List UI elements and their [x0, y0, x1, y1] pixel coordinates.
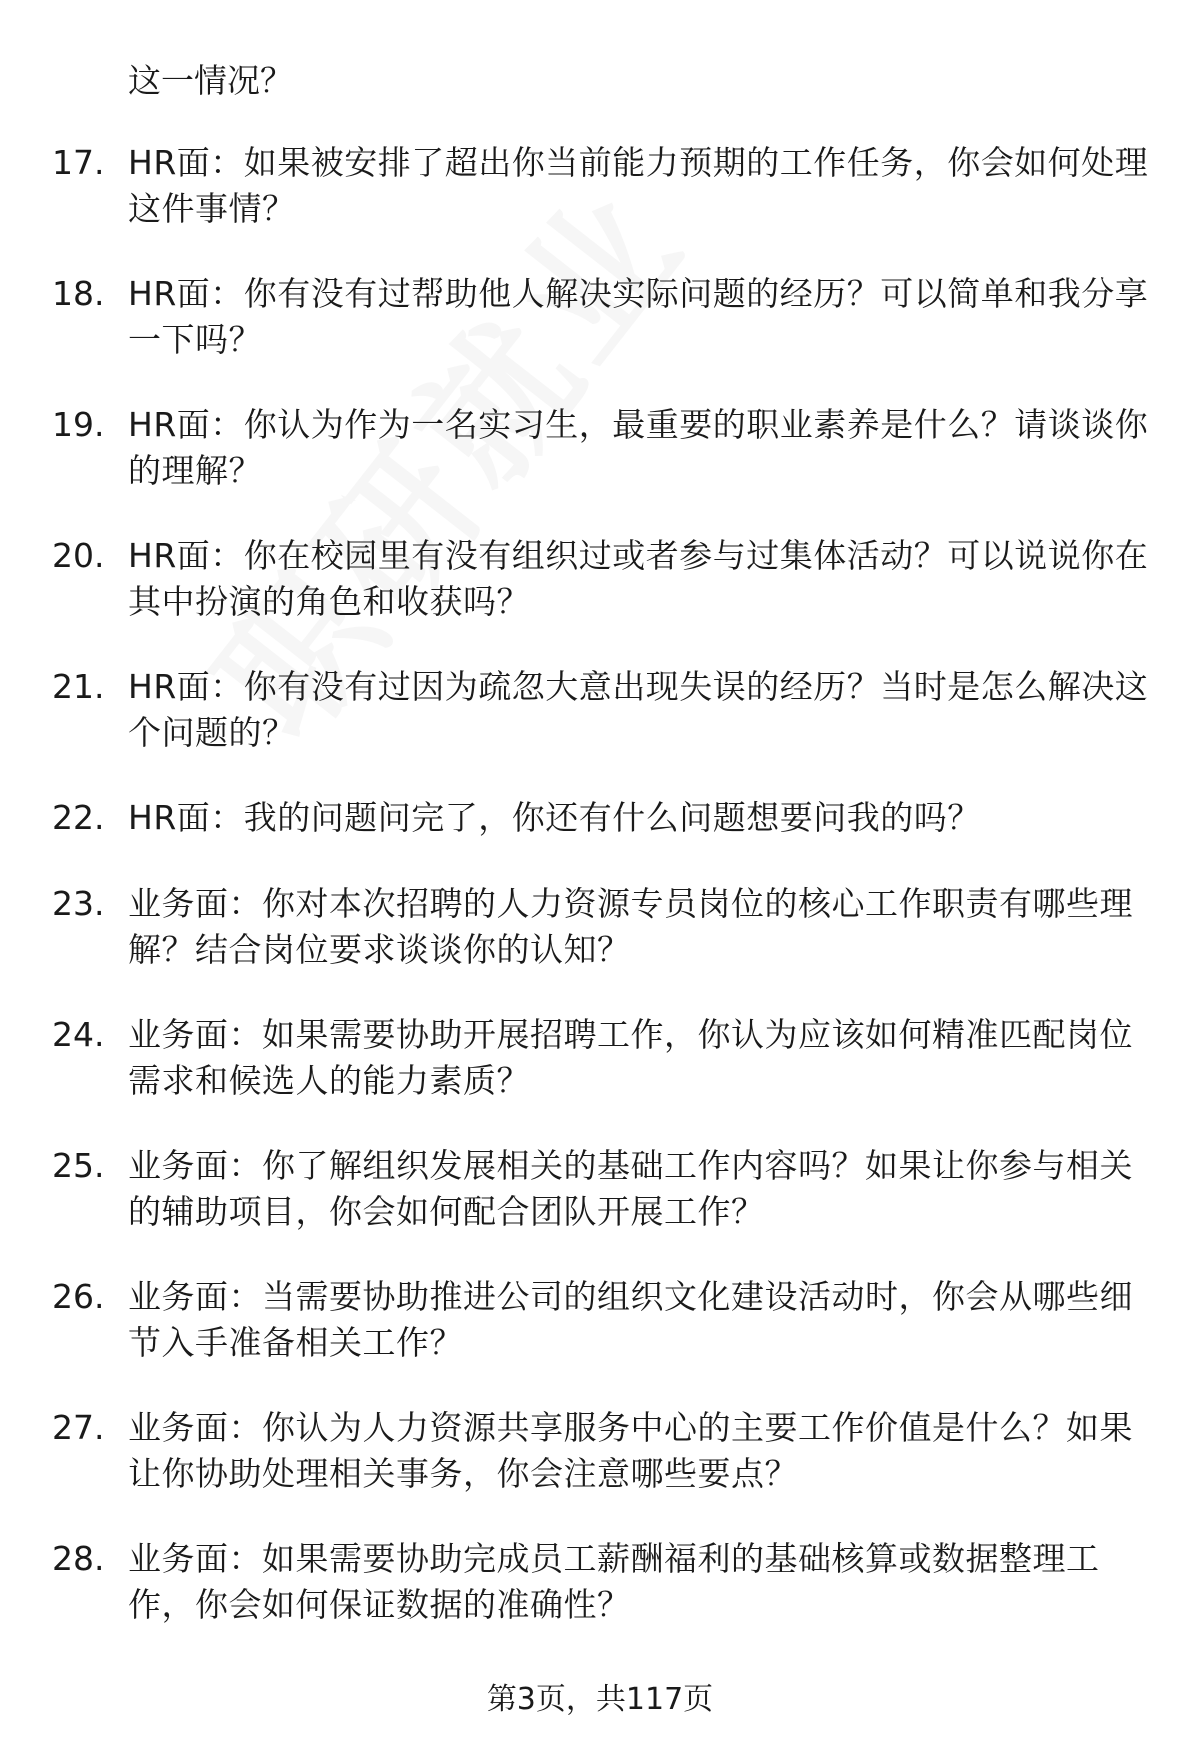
list-item	[0, 664, 1200, 795]
question-number: 27.	[52, 1408, 105, 1447]
list-item	[0, 1143, 1200, 1274]
question-text: HR面：你在校园里有没有组织过或者参与过集体活动？可以说说你在其中扮演的角色和收获吗？	[128, 536, 1149, 621]
list-item	[0, 533, 1200, 664]
list-item	[0, 402, 1200, 533]
question-number: 28.	[52, 1539, 105, 1578]
question-text: HR面：如果被安排了超出你当前能力预期的工作任务，你会如何处理这件事情？	[128, 143, 1149, 228]
question-number: 22.	[52, 798, 105, 837]
list-item	[0, 271, 1200, 402]
question-number: 19.	[52, 405, 105, 444]
question-number: 21.	[52, 667, 105, 706]
list-item	[0, 1012, 1200, 1143]
question-text: 业务面：如果需要协助开展招聘工作，你认为应该如何精准匹配岗位需求和候选人的能力素质？	[128, 1015, 1133, 1100]
question-text: 业务面：如果需要协助完成员工薪酬福利的基础核算或数据整理工作，你会如何保证数据的准确性？	[128, 1539, 1100, 1624]
question-number: 20.	[52, 536, 105, 575]
question-number: 23.	[52, 884, 105, 923]
question-number: 17.	[52, 143, 105, 182]
question-list	[0, 140, 1200, 1667]
list-item	[0, 1274, 1200, 1405]
question-number: 24.	[52, 1015, 105, 1054]
page-footer: 第3页，共117页	[486, 1682, 714, 1717]
question-text: HR面：你有没有过帮助他人解决实际问题的经历？可以简单和我分享一下吗？	[128, 274, 1149, 359]
question-text: HR面：你认为作为一名实习生，最重要的职业素养是什么？请谈谈你的理解？	[128, 405, 1149, 490]
list-item	[0, 1536, 1200, 1667]
list-item	[0, 1405, 1200, 1536]
question-text: 业务面：当需要协助推进公司的组织文化建设活动时，你会从哪些细节入手准备相关工作？	[128, 1277, 1133, 1362]
list-item	[0, 795, 1200, 881]
list-item	[0, 881, 1200, 1012]
question-text: HR面：我的问题问完了，你还有什么问题想要问我的吗？	[128, 798, 981, 837]
list-item	[0, 140, 1200, 271]
question-number: 18.	[52, 274, 105, 313]
question-text: 业务面：你认为人力资源共享服务中心的主要工作价值是什么？如果让你协助处理相关事务，你会注意哪些要点？	[128, 1408, 1133, 1493]
question-text: 业务面：你对本次招聘的人力资源专员岗位的核心工作职责有哪些理解？结合岗位要求谈谈你的认知？	[128, 884, 1133, 969]
previous-question-continuation: 这一情况？	[128, 61, 293, 100]
question-text: 业务面：你了解组织发展相关的基础工作内容吗？如果让你参与相关的辅助项目，你会如何配合团队开展工作？	[128, 1146, 1133, 1231]
question-number: 25.	[52, 1146, 105, 1185]
question-number: 26.	[52, 1277, 105, 1316]
question-text: HR面：你有没有过因为疏忽大意出现失误的经历？当时是怎么解决这个问题的？	[128, 667, 1149, 752]
